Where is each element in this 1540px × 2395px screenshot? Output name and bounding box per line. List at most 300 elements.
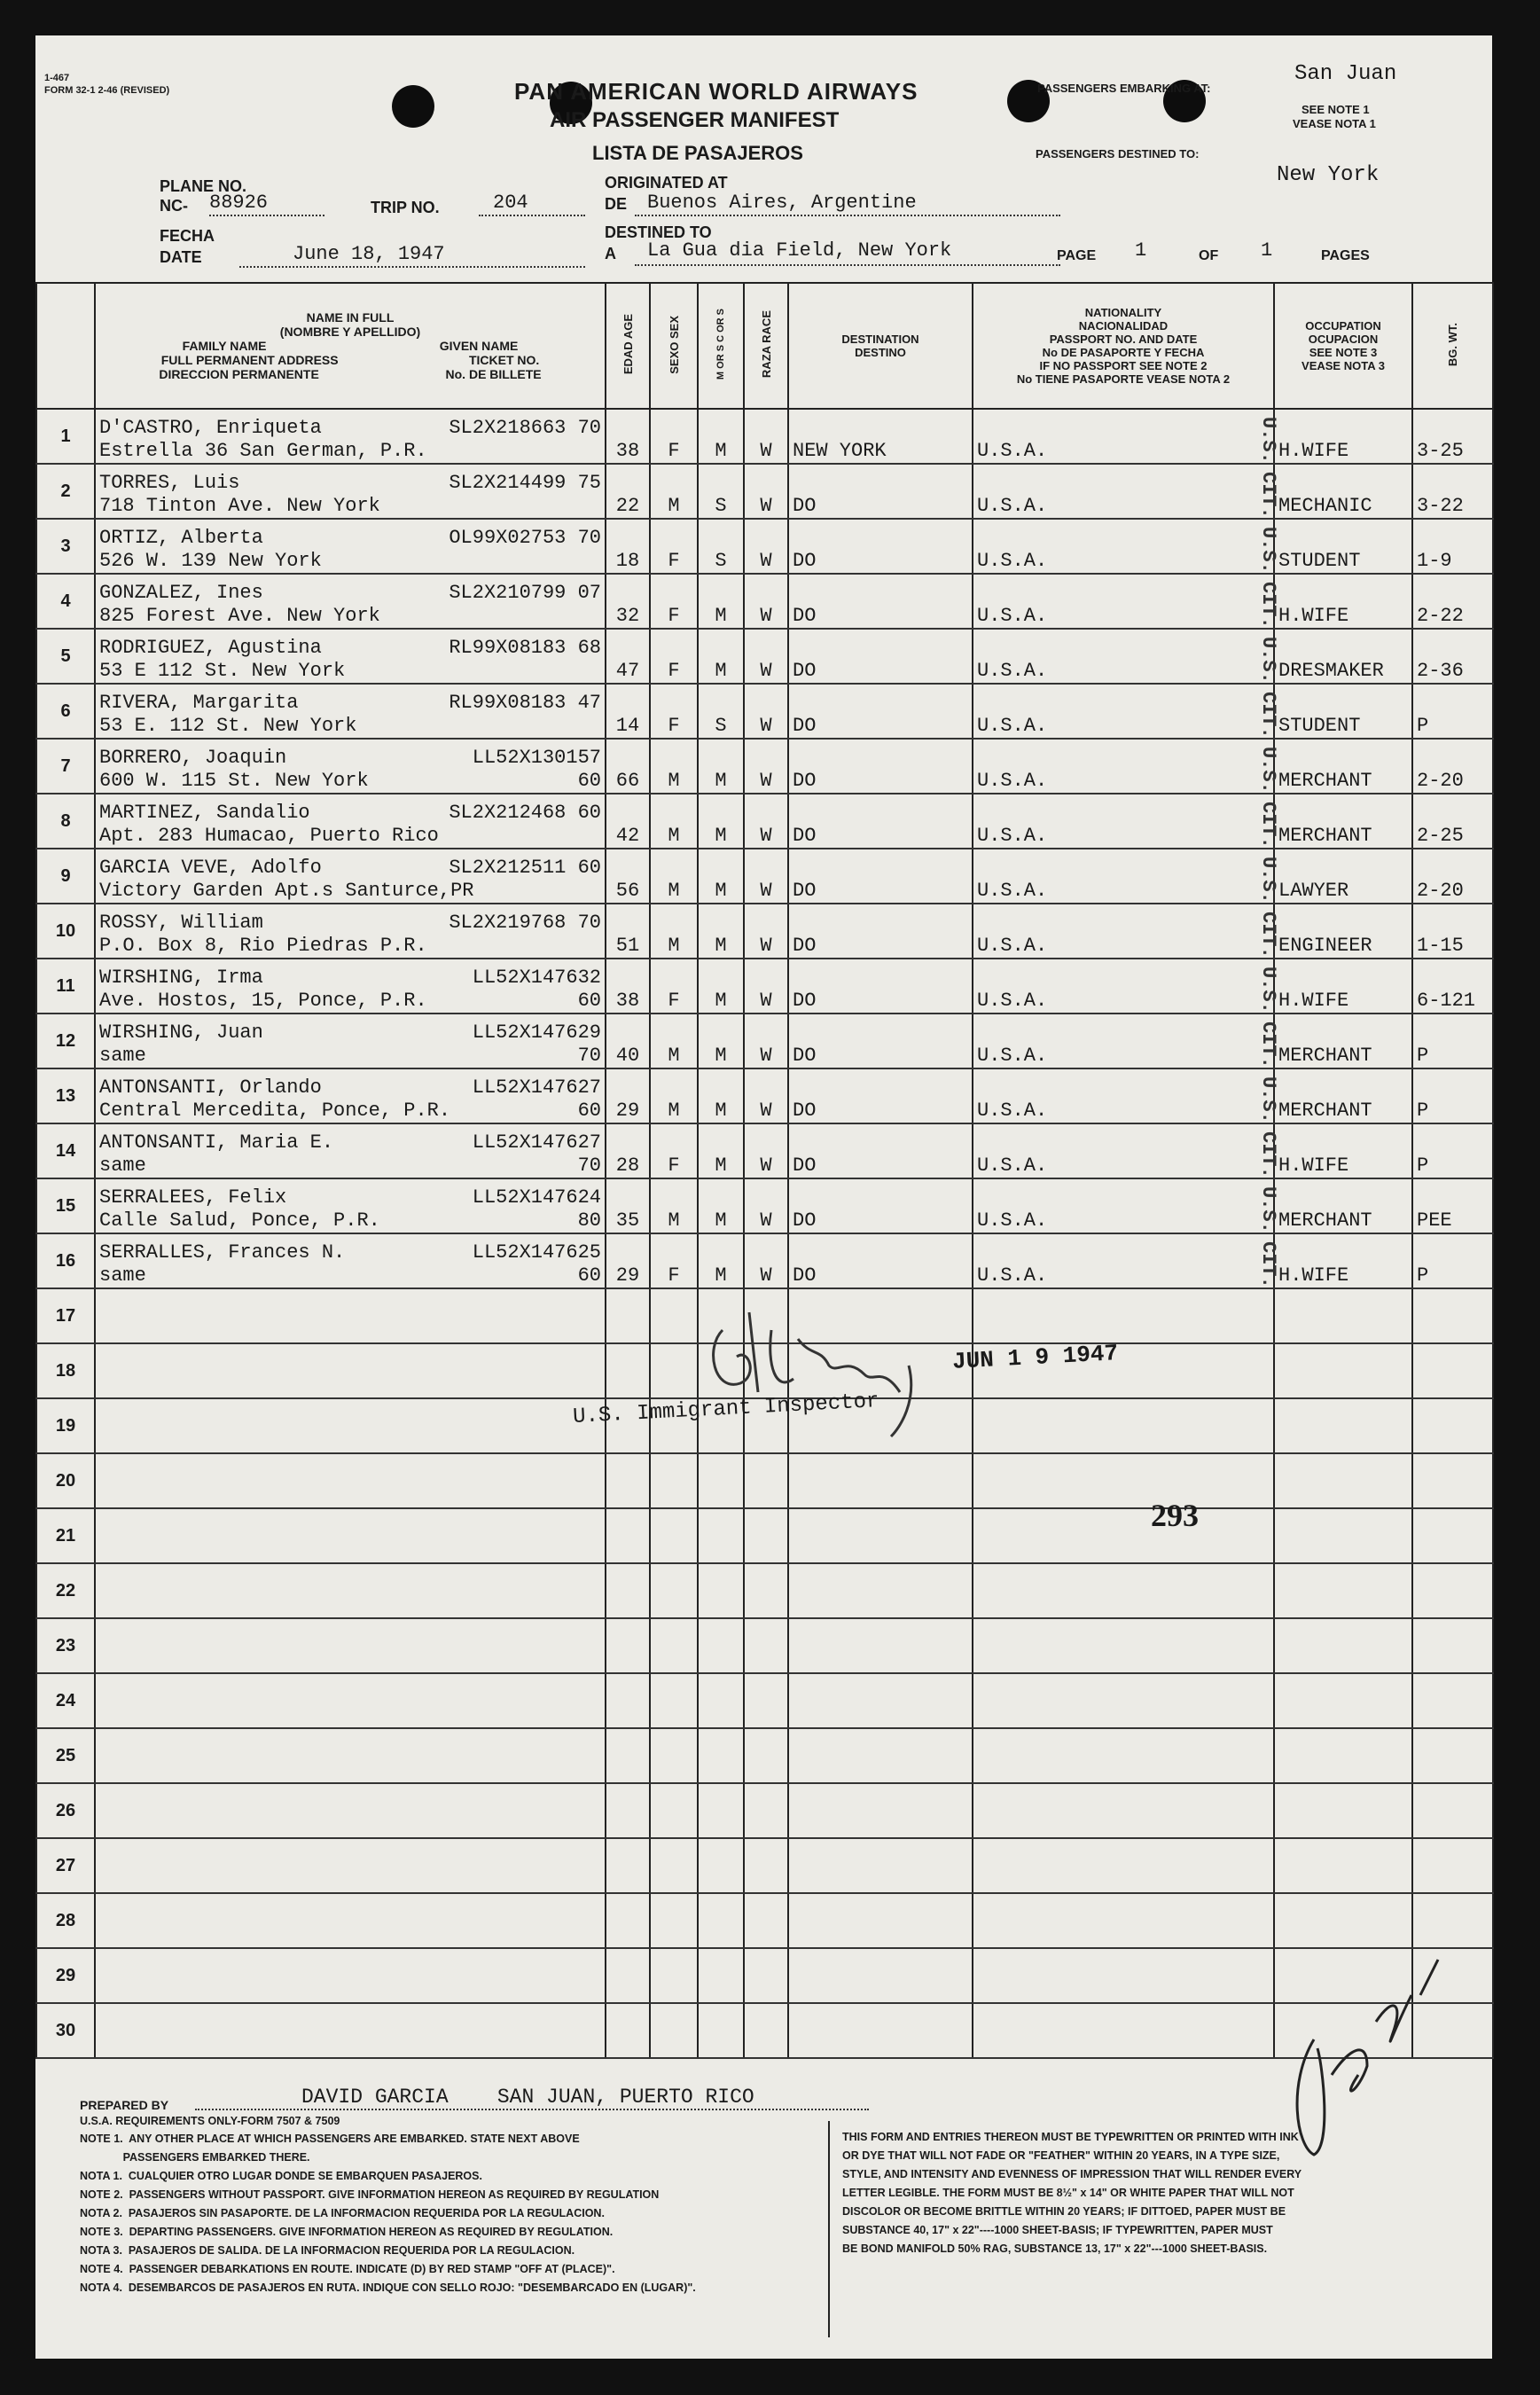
- paper-notice-line: SUBSTANCE 40, 17" x 22"----1000 SHEET-BASIS; IF TYPEWRITTEN, PAPER MUST: [842, 2224, 1273, 2236]
- empty-row: [36, 1893, 1493, 1948]
- ticket-number: OL99X02753 70: [449, 527, 601, 549]
- race-cell: W: [744, 1068, 788, 1123]
- ticket-suffix: 70: [577, 1045, 601, 1067]
- name-line: [99, 582, 601, 605]
- citizenship-stamp: U.S.: [1257, 1076, 1279, 1123]
- table-header: [36, 283, 1493, 409]
- age-header: EDAD AGE: [606, 283, 650, 409]
- empty-cell: [744, 1948, 788, 2003]
- empty-cell: [788, 1948, 973, 2003]
- sheet-number: 293: [1151, 1498, 1199, 1533]
- empty-cell: [698, 1948, 744, 2003]
- address-line: [99, 770, 601, 793]
- baggage-cell: 2-36: [1412, 629, 1493, 684]
- race-cell: W: [744, 409, 788, 464]
- given-name-header: GIVEN NAME: [439, 339, 519, 353]
- empty-cell: [650, 1783, 698, 1838]
- empty-cell: [650, 1948, 698, 2003]
- passenger-name: ANTONSANTI, Maria E.: [99, 1131, 334, 1154]
- nationality-cell: U.S.A.: [973, 574, 1274, 629]
- name-line: [99, 967, 601, 990]
- empty-cell: [973, 1288, 1274, 1343]
- empty-cell: [95, 1508, 606, 1563]
- ticket-number: RL99X08183 47: [449, 692, 601, 714]
- empty-cell: [95, 1783, 606, 1838]
- name-line: [99, 802, 601, 825]
- citizenship-stamp: CIT.: [1257, 692, 1279, 739]
- inspector-title: U.S. Immigrant Inspector: [572, 1389, 880, 1430]
- ticket-number: LL52X147629: [472, 1021, 601, 1044]
- empty-cell: [973, 1508, 1274, 1563]
- address-line: [99, 1045, 601, 1068]
- address-line: [99, 495, 601, 518]
- citizenship-stamp: CIT.: [1257, 472, 1279, 519]
- ticket-suffix: 70: [577, 1154, 601, 1177]
- race-cell: W: [744, 794, 788, 849]
- empty-cell: [606, 1563, 650, 1618]
- passenger-address: Victory Garden Apt.s Santurce,PR: [99, 880, 474, 902]
- citizenship-stamp: CIT.: [1257, 582, 1279, 629]
- empty-cell: [744, 1618, 788, 1673]
- plane-prefix: NC-: [160, 197, 188, 215]
- marital-cell: M: [698, 1014, 744, 1068]
- empty-cell: [1412, 1563, 1493, 1618]
- empty-cell: [606, 1893, 650, 1948]
- age-cell: 40: [606, 1014, 650, 1068]
- embarking-at: San Juan: [1294, 62, 1397, 86]
- date-value: June 18, 1947: [293, 243, 445, 265]
- paper-notice: [842, 2128, 1302, 2258]
- empty-cell: [1412, 1783, 1493, 1838]
- name-line: [99, 747, 601, 770]
- row-number: 12: [36, 1014, 95, 1068]
- empty-cell: [744, 2003, 788, 2058]
- empty-cell: [973, 1893, 1274, 1948]
- nationality-cell: U.S.A.: [973, 519, 1274, 574]
- empty-cell: [744, 1783, 788, 1838]
- marital-cell: S: [698, 464, 744, 519]
- empty-cell: [1274, 1728, 1412, 1783]
- empty-cell: [1274, 1453, 1412, 1508]
- empty-cell: [788, 1783, 973, 1838]
- occupation-cell: STUDENT: [1274, 684, 1412, 739]
- marital-cell: M: [698, 1178, 744, 1233]
- row-number: 25: [36, 1728, 95, 1783]
- passenger-address: Calle Salud, Ponce, P.R.: [99, 1209, 380, 1232]
- empty-cell: [606, 1783, 650, 1838]
- empty-cell: [698, 1838, 744, 1893]
- destination-cell: DO: [788, 519, 973, 574]
- row-number: 9: [36, 849, 95, 904]
- stamp-date: JUN 1 9 1947: [951, 1340, 1119, 1375]
- ticket-suffix: 60: [577, 990, 601, 1012]
- empty-cell: [606, 1948, 650, 2003]
- passenger-name: RIVERA, Margarita: [99, 692, 299, 714]
- race-cell: W: [744, 684, 788, 739]
- row-number-header: [36, 283, 95, 409]
- row-number: 24: [36, 1673, 95, 1728]
- empty-cell: [788, 1618, 973, 1673]
- ticket-number: LL52X147627: [472, 1131, 601, 1154]
- name-header-line: (NOMBRE Y APELLIDO): [279, 325, 421, 339]
- passenger-address: Central Mercedita, Ponce, P.R.: [99, 1100, 451, 1122]
- empty-cell: [606, 1508, 650, 1563]
- destination-header-line: DESTINATION: [841, 333, 919, 346]
- empty-cell: [788, 1673, 973, 1728]
- destination-cell: DO: [788, 794, 973, 849]
- empty-cell: [744, 1453, 788, 1508]
- requirements-line: U.S.A. REQUIREMENTS ONLY-FORM 7507 & 7509: [80, 2115, 340, 2127]
- empty-row: [36, 1618, 1493, 1673]
- empty-row: [36, 1673, 1493, 1728]
- name-header-line: NAME IN FULL: [306, 310, 395, 325]
- occupation-cell: H.WIFE: [1274, 409, 1412, 464]
- ticket-number: LL52X147627: [472, 1076, 601, 1099]
- address-line: [99, 440, 601, 463]
- occupation-cell: DRESMAKER: [1274, 629, 1412, 684]
- empty-cell: [973, 1563, 1274, 1618]
- see-note-1: SEE NOTE 1: [1302, 103, 1370, 116]
- empty-cell: [788, 1838, 973, 1893]
- destination-header-line: DESTINO: [855, 346, 906, 359]
- row-number: 28: [36, 1893, 95, 1948]
- row-number: 4: [36, 574, 95, 629]
- row-number: 23: [36, 1618, 95, 1673]
- sex-cell: M: [650, 849, 698, 904]
- empty-row: [36, 1838, 1493, 1893]
- citizenship-stamp: U.S.: [1257, 747, 1279, 794]
- baggage-cell: P: [1412, 684, 1493, 739]
- ticket-suffix: 60: [577, 1100, 601, 1122]
- passenger-name: ORTIZ, Alberta: [99, 527, 263, 549]
- marital-cell: M: [698, 1233, 744, 1288]
- age-cell: 51: [606, 904, 650, 959]
- empty-cell: [95, 1563, 606, 1618]
- occupation-cell: MERCHANT: [1274, 794, 1412, 849]
- race-cell: W: [744, 1014, 788, 1068]
- footer-note: NOTA 4. DESEMBARCOS DE PASAJEROS EN RUTA. INDIQUE CON SELLO ROJO: "DESEMBARCADO EN (LUGAR)".: [80, 2282, 696, 2294]
- citizenship-stamp: U.S.: [1257, 857, 1279, 904]
- nationality-cell: U.S.A.: [973, 1068, 1274, 1123]
- marital-cell: M: [698, 739, 744, 794]
- passenger-name: BORRERO, Joaquin: [99, 747, 287, 769]
- empty-cell: [650, 1508, 698, 1563]
- age-cell: 28: [606, 1123, 650, 1178]
- nationality-cell: U.S.A.: [973, 464, 1274, 519]
- occupation-cell: H.WIFE: [1274, 574, 1412, 629]
- passenger-address: Estrella 36 San German, P.R.: [99, 440, 427, 462]
- destined-value: La Gua dia Field, New York: [647, 239, 952, 262]
- race-cell: W: [744, 904, 788, 959]
- ticket-header-es: No. DE BILLETE: [445, 367, 542, 381]
- empty-cell: [973, 1673, 1274, 1728]
- punch-hole: [392, 85, 434, 128]
- empty-cell: [650, 2003, 698, 2058]
- footer-note: NOTA 3. PASAJEROS DE SALIDA. DE LA INFORMACION REQUERIDA POR LA REGULACION.: [80, 2244, 575, 2257]
- destination-cell: DO: [788, 1014, 973, 1068]
- nationality-cell: U.S.A.: [973, 684, 1274, 739]
- marital-cell: M: [698, 1068, 744, 1123]
- row-number: 10: [36, 904, 95, 959]
- age-cell: 32: [606, 574, 650, 629]
- plane-underline: [209, 215, 324, 216]
- row-number: 6: [36, 684, 95, 739]
- ticket-number: SL2X212511 60: [449, 857, 601, 879]
- row-number: 13: [36, 1068, 95, 1123]
- footer-note: NOTE 4. PASSENGER DEBARKATIONS EN ROUTE. INDICATE (D) BY RED STAMP "OFF AT (PLACE)".: [80, 2263, 615, 2275]
- a-label: A: [605, 245, 616, 262]
- passenger-address: same: [99, 1264, 146, 1287]
- marital-cell: M: [698, 1123, 744, 1178]
- trip-underline: [479, 215, 585, 216]
- passenger-address: 825 Forest Ave. New York: [99, 605, 380, 627]
- passenger-name: GONZALEZ, Ines: [99, 582, 263, 604]
- address-line: [99, 1154, 601, 1178]
- race-cell: W: [744, 464, 788, 519]
- empty-cell: [95, 1618, 606, 1673]
- baggage-cell: 2-22: [1412, 574, 1493, 629]
- race-cell: W: [744, 574, 788, 629]
- sex-cell: F: [650, 1123, 698, 1178]
- empty-cell: [95, 1453, 606, 1508]
- age-cell: 14: [606, 684, 650, 739]
- passenger-name-cell: [95, 794, 606, 849]
- marital-cell: M: [698, 959, 744, 1014]
- prepared-label: PREPARED BY: [80, 2098, 169, 2112]
- row-number: 1: [36, 409, 95, 464]
- destination-cell: DO: [788, 739, 973, 794]
- row-number: 8: [36, 794, 95, 849]
- nationality-cell: U.S.A.: [973, 739, 1274, 794]
- empty-cell: [744, 1673, 788, 1728]
- row-number: 16: [36, 1233, 95, 1288]
- embarking-label: PASSENGERS EMBARKING AT:: [1037, 82, 1211, 95]
- destination-cell: DO: [788, 904, 973, 959]
- sex-cell: F: [650, 629, 698, 684]
- footer-note: PASSENGERS EMBARKED THERE.: [80, 2151, 310, 2164]
- empty-cell: [95, 2003, 606, 2058]
- destination-cell: DO: [788, 1178, 973, 1233]
- empty-cell: [698, 1893, 744, 1948]
- passenger-address: 718 Tinton Ave. New York: [99, 495, 380, 517]
- empty-cell: [788, 1508, 973, 1563]
- address-line: [99, 825, 601, 848]
- baggage-cell: 2-20: [1412, 849, 1493, 904]
- empty-cell: [650, 1728, 698, 1783]
- empty-cell: [95, 1893, 606, 1948]
- ticket-number: SL2X218663 70: [449, 417, 601, 439]
- occupation-cell: H.WIFE: [1274, 959, 1412, 1014]
- nationality-cell: U.S.A.: [973, 409, 1274, 464]
- sex-cell: F: [650, 1233, 698, 1288]
- name-line: [99, 857, 601, 880]
- empty-cell: [744, 1838, 788, 1893]
- age-cell: 18: [606, 519, 650, 574]
- footer-divider: [828, 2121, 830, 2337]
- address-line: [99, 1264, 601, 1288]
- sex-header: SEXO SEX: [650, 283, 698, 409]
- empty-cell: [606, 1673, 650, 1728]
- originated-label: ORIGINATED AT: [605, 174, 728, 192]
- marital-cell: M: [698, 629, 744, 684]
- footer-note: NOTE 1. ANY OTHER PLACE AT WHICH PASSENGERS ARE EMBARKED. STATE NEXT ABOVE: [80, 2133, 580, 2145]
- passenger-name: SERRALLES, Frances N.: [99, 1241, 346, 1264]
- marital-cell: S: [698, 684, 744, 739]
- name-line: [99, 472, 601, 495]
- empty-cell: [1274, 1343, 1412, 1398]
- empty-cell: [1274, 1508, 1412, 1563]
- occupation-cell: H.WIFE: [1274, 1233, 1412, 1288]
- empty-cell: [698, 2003, 744, 2058]
- citizenship-stamp: U.S.: [1257, 417, 1279, 464]
- sex-cell: M: [650, 464, 698, 519]
- empty-row: [36, 1728, 1493, 1783]
- plane-label: PLANE NO.: [160, 177, 247, 195]
- passenger-name-cell: [95, 519, 606, 574]
- empty-cell: [788, 1453, 973, 1508]
- occupation-cell: MERCHANT: [1274, 1014, 1412, 1068]
- name-line: [99, 1131, 601, 1154]
- citizenship-stamp: CIT.: [1257, 1021, 1279, 1068]
- form-number: 1-467: [44, 73, 70, 83]
- occupation-cell: MERCHANT: [1274, 739, 1412, 794]
- address-line: [99, 935, 601, 958]
- name-line: [99, 637, 601, 660]
- empty-cell: [973, 1838, 1274, 1893]
- race-cell: W: [744, 739, 788, 794]
- baggage-cell: P: [1412, 1068, 1493, 1123]
- manifest-title: AIR PASSENGER MANIFEST: [550, 108, 840, 132]
- occupation-cell: MERCHANT: [1274, 1068, 1412, 1123]
- sex-cell: F: [650, 409, 698, 464]
- passenger-address: Ave. Hostos, 15, Ponce, P.R.: [99, 990, 427, 1012]
- ticket-header: TICKET NO.: [468, 353, 540, 367]
- prepared-underline: [195, 2109, 869, 2110]
- destination-cell: DO: [788, 1233, 973, 1288]
- age-cell: 56: [606, 849, 650, 904]
- baggage-cell: 3-22: [1412, 464, 1493, 519]
- nationality-cell: U.S.A.: [973, 904, 1274, 959]
- ticket-suffix: 60: [577, 770, 601, 792]
- ticket-number: SL2X214499 75: [449, 472, 601, 494]
- empty-cell: [1274, 1563, 1412, 1618]
- address-line: [99, 990, 601, 1013]
- empty-cell: [973, 2003, 1274, 2058]
- fecha-label: FECHA: [160, 227, 215, 245]
- passenger-address: same: [99, 1154, 146, 1177]
- address-line: [99, 550, 601, 573]
- passenger-name-cell: [95, 1068, 606, 1123]
- empty-cell: [698, 1728, 744, 1783]
- empty-cell: [698, 1508, 744, 1563]
- nationality-cell: U.S.A.: [973, 629, 1274, 684]
- empty-cell: [698, 1673, 744, 1728]
- empty-cell: [606, 1288, 650, 1343]
- age-cell: 47: [606, 629, 650, 684]
- ticket-suffix: 80: [577, 1209, 601, 1232]
- passenger-address: same: [99, 1045, 146, 1067]
- passenger-name: MARTINEZ, Sandalio: [99, 802, 310, 824]
- baggage-weight-header: BG. WT.: [1412, 283, 1493, 409]
- empty-cell: [1412, 1508, 1493, 1563]
- empty-cell: [1412, 1673, 1493, 1728]
- paper-notice-line: THIS FORM AND ENTRIES THEREON MUST BE TYPEWRITTEN OR PRINTED WITH INK: [842, 2131, 1299, 2143]
- empty-cell: [973, 1783, 1274, 1838]
- empty-cell: [650, 1563, 698, 1618]
- nationality-cell: U.S.A.: [973, 1233, 1274, 1288]
- empty-cell: [606, 1838, 650, 1893]
- sex-cell: M: [650, 904, 698, 959]
- ticket-number: LL52X147625: [472, 1241, 601, 1264]
- empty-cell: [973, 1453, 1274, 1508]
- page-number: 1: [1135, 239, 1147, 262]
- ticket-number: SL2X210799 07: [449, 582, 601, 604]
- citizenship-stamp: CIT.: [1257, 802, 1279, 849]
- destination-cell: NEW YORK: [788, 409, 973, 464]
- sex-cell: M: [650, 1178, 698, 1233]
- race-cell: W: [744, 1123, 788, 1178]
- destination-cell: DO: [788, 849, 973, 904]
- row-number: 11: [36, 959, 95, 1014]
- baggage-cell: P: [1412, 1014, 1493, 1068]
- nationality-cell: U.S.A.: [973, 959, 1274, 1014]
- empty-row: [36, 1783, 1493, 1838]
- empty-cell: [650, 1453, 698, 1508]
- address-line: [99, 605, 601, 628]
- sex-cell: M: [650, 1068, 698, 1123]
- empty-cell: [973, 1948, 1274, 2003]
- footer-note: NOTA 1. CUALQUIER OTRO LUGAR DONDE SE EMBARQUEN PASAJEROS.: [80, 2170, 482, 2182]
- address-header-es: DIRECCION PERMANENTE: [159, 367, 319, 381]
- name-line: [99, 417, 601, 440]
- empty-row: [36, 1563, 1493, 1618]
- empty-cell: [95, 1948, 606, 2003]
- footer-note: NOTE 3. DEPARTING PASSENGERS. GIVE INFORMATION HEREON AS REQUIRED BY REGULATION.: [80, 2226, 614, 2238]
- passenger-name: GARCIA VEVE, Adolfo: [99, 857, 322, 879]
- destination-underline: [635, 264, 1060, 266]
- address-line: [99, 715, 601, 738]
- nationality-cell: U.S.A.: [973, 849, 1274, 904]
- passenger-name-cell: [95, 464, 606, 519]
- race-cell: W: [744, 849, 788, 904]
- ticket-suffix: 60: [577, 1264, 601, 1287]
- sex-cell: M: [650, 1014, 698, 1068]
- baggage-cell: 1-15: [1412, 904, 1493, 959]
- empty-cell: [973, 1398, 1274, 1453]
- marital-cell: M: [698, 849, 744, 904]
- baggage-cell: 3-25: [1412, 409, 1493, 464]
- row-number: 30: [36, 2003, 95, 2058]
- occupation-cell: MECHANIC: [1274, 464, 1412, 519]
- empty-cell: [606, 2003, 650, 2058]
- sex-cell: F: [650, 519, 698, 574]
- empty-cell: [95, 1838, 606, 1893]
- age-cell: 38: [606, 409, 650, 464]
- empty-cell: [788, 1563, 973, 1618]
- of-label: OF: [1199, 248, 1219, 263]
- citizenship-stamp: U.S.: [1257, 527, 1279, 574]
- occupation-cell: LAWYER: [1274, 849, 1412, 904]
- row-number: 27: [36, 1838, 95, 1893]
- marital-cell: M: [698, 574, 744, 629]
- inspector-signature: [687, 1295, 971, 1445]
- empty-cell: [606, 1343, 650, 1398]
- sex-cell: F: [650, 684, 698, 739]
- occupation-header: OCCUPATION OCUPACION SEE NOTE 3 VEASE NOTA 3: [1274, 283, 1412, 409]
- passenger-name-cell: [95, 959, 606, 1014]
- passenger-name-cell: [95, 904, 606, 959]
- empty-cell: [1274, 1893, 1412, 1948]
